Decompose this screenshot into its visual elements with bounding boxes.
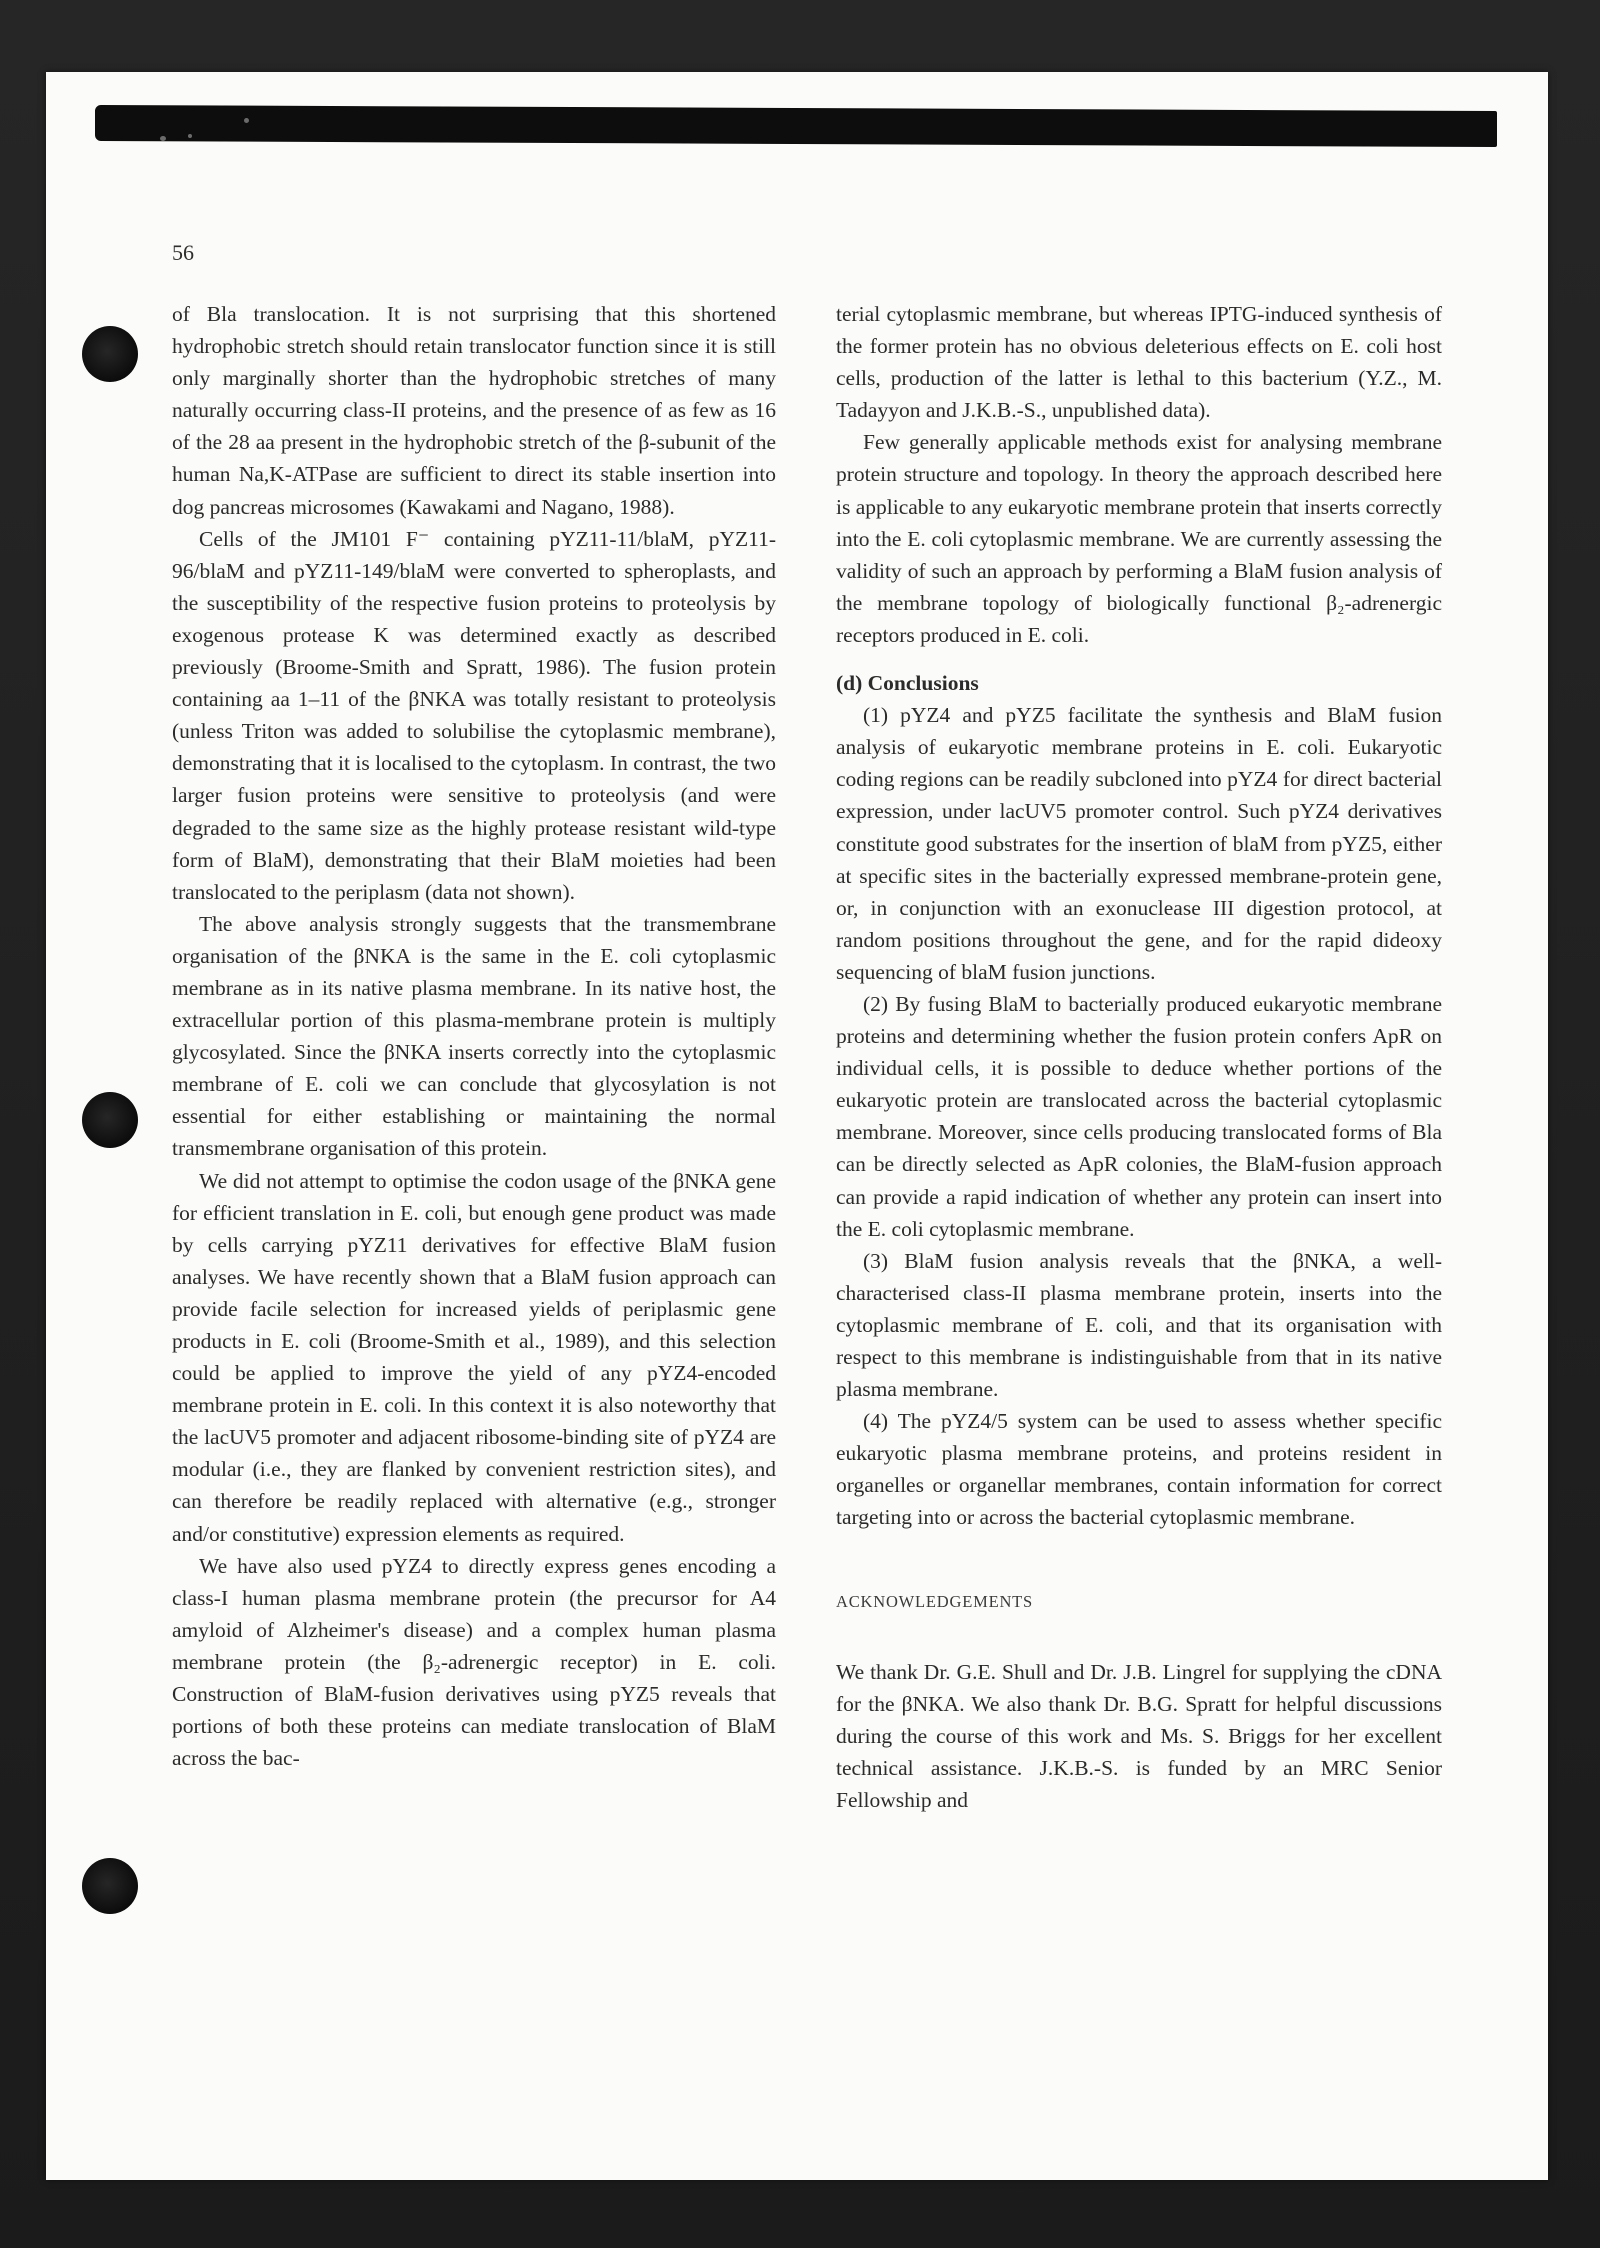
right-column — [836, 298, 1442, 1816]
punch-hole — [82, 1858, 138, 1914]
paragraph: of Bla translocation. It is not surprising that this shortened hydrophobic stretch should retain translocator function since it is still only marginally shorter than the hydrophobic stretches of many naturally occurring class-II proteins, and the presence of as few as 16 of the 28 aa present in the hydrophobic stretch of the β-subunit of the human Na,K-ATPase are sufficient to direct its stable insertion into dog pancreas microsomes (Kawakami and Nagano, 1988). — [172, 302, 776, 519]
conclusion-item: (3) BlaM fusion analysis reveals that the βNKA, a well-characterised class-II plasma membrane protein, inserts into the cytoplasmic membrane of E. coli, and that its organisation with respect to this membrane is indistinguishable from that in its native plasma membrane. — [836, 1248, 1442, 1402]
paragraph: Cells of the JM101 F⁻ containing pYZ11-11/blaM, pYZ11-96/blaM and pYZ11-149/blaM were converted to spheroplasts, and the susceptibility of the respective fusion proteins to proteolysis by exogenous protease K was determined exactly as described previously (Broome-Smith and Spratt, 1986). The fusion protein containing aa 1–11 of the βNKA was totally resistant to proteolysis (unless Triton was added to solubilise the cytoplasmic membrane), demonstrating that it is localised to the cytoplasm. In contrast, the two larger fusion proteins were sensitive to proteolysis (and were degraded to the same size as the highly protease resistant wild-type form of BlaM), demonstrating that their BlaM moieties had been translocated to the periplasm (data not shown). — [172, 526, 776, 904]
scan-speck — [160, 136, 166, 141]
punch-hole — [82, 1092, 138, 1148]
binding-strip — [95, 105, 1497, 147]
acknowledgements-heading: ACKNOWLEDGEMENTS — [836, 1591, 1034, 1611]
conclusion-item: (2) By fusing BlaM to bacterially produced eukaryotic membrane proteins and determining whether the fusion protein confers ApR on individual cells, it is possible to deduce whether portions of the eukaryotic protein are translocated across the bacterial cytoplasmic membrane. Moreover, since cells producing translocated forms of Bla can be directly selected as ApR colonies, the BlaM-fusion approach can provide a rapid indication of whether any protein can insert into the E. coli cytoplasmic membrane. — [836, 991, 1442, 1241]
left-column — [172, 298, 776, 1774]
acknowledgements-text: We thank Dr. G.E. Shull and Dr. J.B. Lingrel for supplying the cDNA for the βNKA. We also thank Dr. B.G. Spratt for helpful discussions during the course of this work and Ms. S. Briggs for her excellent technical assistance. J.K.B.-S. is funded by an MRC Senior Fellowship and — [836, 1659, 1442, 1813]
paragraph: The above analysis strongly suggests that the transmembrane organisation of the βNKA is the same in the E. coli cytoplasmic membrane as in its native plasma membrane. In its native host, the extracellular portion of this plasma-membrane protein is multiply glycosylated. Since the βNKA inserts correctly into the cytoplasmic membrane of E. coli we can conclude that glycosylation is not essential for either establishing or maintaining the normal transmembrane organisation of this protein. — [172, 911, 776, 1161]
section-heading-conclusions: (d) Conclusions — [836, 671, 979, 696]
page-number: 56 — [172, 240, 194, 265]
paragraph: We have also used pYZ4 to directly express genes encoding a class-I human plasma membrane protein (the precursor for A4 amyloid of Alzheimer's disease) and a complex human plasma membrane protein (the β₂-adrenergic receptor) in E. coli. Construction of BlaM-fusion derivatives using pYZ5 reveals that portions of both these proteins can mediate translocation of BlaM across the bac- — [172, 1553, 776, 1771]
conclusion-item: (1) pYZ4 and pYZ5 facilitate the synthesis and BlaM fusion analysis of eukaryotic membrane proteins in E. coli. Eukaryotic coding regions can be readily subcloned into pYZ4 for direct bacterial expression, under lacUV5 promoter control. Such pYZ4 derivatives constitute good substrates for the insertion of blaM from pYZ5, either at specific sites in the bacterially expressed membrane-protein gene, or, in conjunction with an exonuclease III digestion protocol, at random positions throughout the gene, and for the rapid dideoxy sequencing of blaM fusion junctions. — [836, 703, 1442, 984]
paragraph: terial cytoplasmic membrane, but whereas IPTG-induced synthesis of the former protein has no obvious deleterious effects on E. coli host cells, production of the latter is lethal to this bacterium (Y.Z., M. Tadayyon and J.K.B.-S., unpublished data). — [836, 302, 1442, 423]
paragraph: We did not attempt to optimise the codon usage of the βNKA gene for efficient translation in E. coli, but enough gene product was made by cells carrying pYZ11 derivatives for effective BlaM fusion analyses. We have recently shown that a BlaM fusion approach can provide facile selection for increased yields of periplasmic gene products in E. coli (Broome-Smith et al., 1989), and this selection could be applied to improve the yield of any pYZ4-encoded membrane protein in E. coli. In this context it is also noteworthy that the lacUV5 promoter and adjacent ribosome-binding site of pYZ4 are modular (i.e., they are flanked by convenient restriction sites), and can therefore be readily replaced with alternative (e.g., stronger and/or constitutive) expression elements as required. — [172, 1168, 776, 1546]
scan-speck — [244, 118, 249, 123]
punch-hole — [82, 326, 138, 382]
conclusion-item: (4) The pYZ4/5 system can be used to assess whether specific eukaryotic plasma membrane proteins, and proteins resident in organelles or organellar membranes, contain information for correct targeting into or across the bacterial cytoplasmic membrane. — [836, 1409, 1442, 1530]
scan-speck — [188, 134, 192, 138]
paragraph: Few generally applicable methods exist for analysing membrane protein structure and topology. In theory the approach described here is applicable to any eukaryotic membrane protein that inserts correctly into the E. coli cytoplasmic membrane. We are currently assessing the validity of such an approach by performing a BlaM fusion analysis of the membrane topology of biologically functional β₂-adrenergic receptors produced in E. coli. — [836, 430, 1442, 647]
